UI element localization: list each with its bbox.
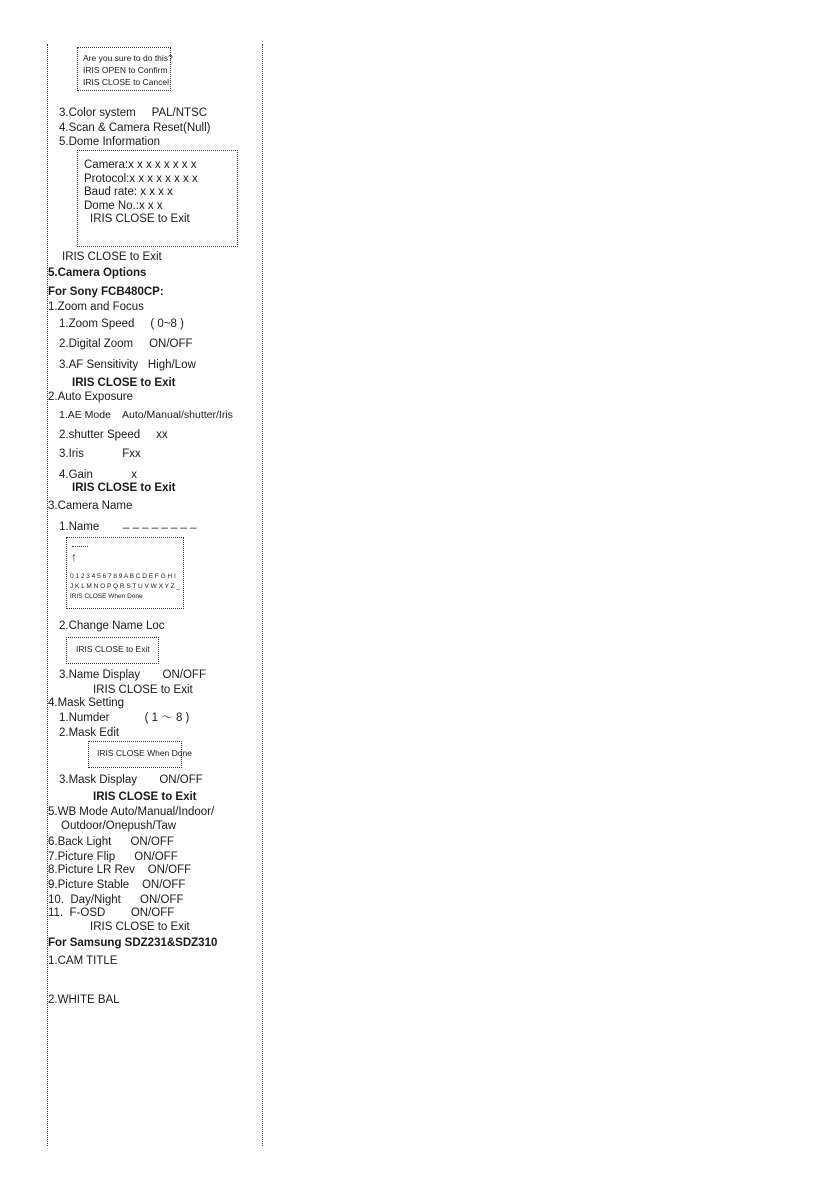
samsung-item: 2.WHITE BAL — [48, 994, 120, 1006]
ae-exit: IRIS CLOSE to Exit — [72, 482, 176, 494]
confirm-line: IRIS CLOSE to Cancel — [83, 77, 169, 87]
ae-item: 1.AE Mode Auto/Manual/shutter/Iris — [59, 409, 233, 421]
confirm-line: Are you sure to do this? — [83, 53, 173, 63]
mask-title: 4.Mask Setting — [48, 697, 125, 709]
misc-line: 10. Day/Night ON/OFF — [48, 894, 184, 906]
wb-line: Outdoor/Onepush/Taw — [61, 820, 177, 832]
misc-line: 6.Back Light ON/OFF — [48, 836, 174, 848]
char-row: 0 1 2 3 4 5 6 7 8 9 A B C D E F G H I — [70, 573, 176, 580]
dome-line: Dome No.:x x x — [84, 200, 163, 212]
dome-line: Baud rate: x x x x — [84, 186, 173, 198]
zoom-item: 1.Zoom Speed ( 0~8 ) — [59, 318, 184, 330]
mask-exit: IRIS CLOSE to Exit — [93, 791, 197, 803]
samsung-header: For Samsung SDZ231&SDZ310 — [48, 937, 218, 949]
dome-line: Protocol:x x x x x x x x — [84, 173, 198, 185]
ae-item: 4.Gain x — [59, 469, 137, 481]
name-title: 3.Camera Name — [48, 500, 133, 512]
cursor-mark — [72, 546, 88, 547]
mask-edit: 2.Mask Edit — [59, 727, 120, 739]
char-done: IRIS CLOSE When Done — [70, 593, 143, 600]
name-label: 1.Name — [59, 521, 100, 533]
zoom-title: 1.Zoom and Focus — [48, 301, 144, 313]
ae-item: 3.Iris Fxx — [59, 448, 141, 460]
sony-header: For Sony FCB480CP: — [48, 286, 164, 298]
final-exit: IRIS CLOSE to Exit — [90, 921, 190, 933]
left-dotted-margin — [47, 44, 48, 1146]
right-dotted-margin — [262, 44, 263, 1146]
mask-display: 3.Mask Display ON/OFF — [59, 774, 203, 786]
zoom-exit: IRIS CLOSE to Exit — [72, 377, 176, 389]
section-title: 5.Camera Options — [48, 267, 147, 279]
up-arrow-icon: ↑ — [71, 550, 77, 564]
change-loc-exit: IRIS CLOSE to Exit — [76, 644, 150, 654]
misc-line: 9.Picture Stable ON/OFF — [48, 879, 186, 891]
zoom-item: 3.AF Sensitivity High/Low — [59, 359, 196, 371]
ae-item: 2.shutter Speed xx — [59, 429, 168, 441]
dome-line: IRIS CLOSE to Exit — [90, 213, 190, 225]
name-exit: IRIS CLOSE to Exit — [93, 684, 193, 696]
mask-number: 1.Numder ( 1 ～ 8 ) — [59, 712, 190, 724]
ae-title: 2.Auto Exposure — [48, 391, 134, 403]
name-display: 3.Name Display ON/OFF — [59, 669, 206, 681]
exit-line: IRIS CLOSE to Exit — [62, 251, 162, 263]
menu-line: 4.Scan & Camera Reset(Null) — [59, 122, 211, 134]
menu-line: 3.Color system PAL/NTSC — [59, 107, 208, 119]
mask-done: IRIS CLOSE When Done — [97, 748, 192, 758]
dome-line: Camera:x x x x x x x x — [84, 159, 197, 171]
zoom-item: 2.Digital Zoom ON/OFF — [59, 338, 193, 350]
samsung-item: 1.CAM TITLE — [48, 955, 118, 967]
change-loc: 2.Change Name Loc — [59, 620, 165, 632]
misc-line: 7.Picture Flip ON/OFF — [48, 851, 178, 863]
confirm-line: IRIS OPEN to Confirm — [83, 65, 168, 75]
wb-line: 5.WB Mode Auto/Manual/Indoor/ — [48, 806, 215, 818]
misc-line: 11. F-OSD ON/OFF — [48, 907, 175, 919]
menu-line: 5.Dome Information — [59, 136, 160, 148]
name-underscores: _ _ _ _ _ _ _ _ — [123, 517, 197, 529]
misc-line: 8.Picture LR Rev ON/OFF — [48, 864, 192, 876]
char-row: J K L M N O P Q R S T U V W X Y Z _ — [70, 583, 181, 590]
